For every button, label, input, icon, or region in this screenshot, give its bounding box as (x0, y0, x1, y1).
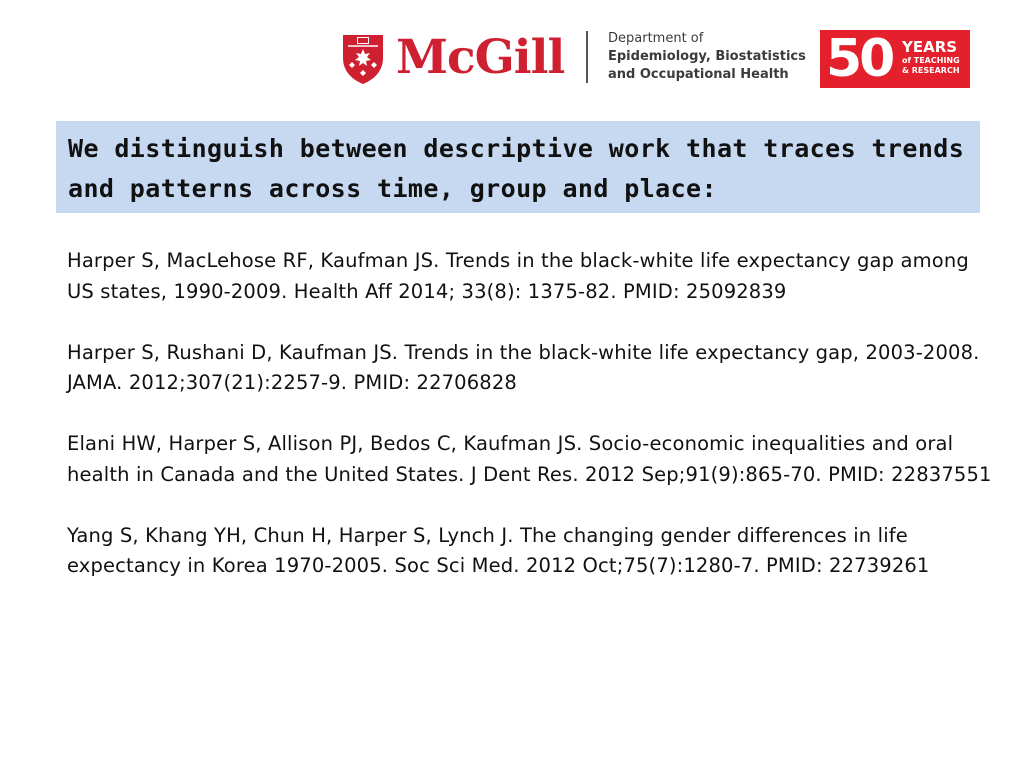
logo-divider (586, 31, 588, 83)
slide-heading: We distinguish between descriptive work that traces trends and patterns across time, group and place: (68, 134, 965, 203)
heading-box (56, 121, 980, 213)
mcgill-wordmark: McGill (396, 30, 565, 85)
anniversary-number: 50 (826, 29, 893, 89)
anniversary-years: YEARS (902, 38, 958, 56)
reference-list (67, 246, 997, 612)
anniversary-subtitle (902, 56, 960, 76)
reference-item: Yang S, Khang YH, Chun H, Harper S, Lynch J. The changing gender differences in life expectancy in Korea 1970-2005. Soc Sci Med. 2012 Oct;75(7):1280-7. PMID: 22739261 (67, 523, 930, 577)
anniversary-badge (820, 30, 970, 88)
anniversary-sub-line: of TEACHING (902, 56, 960, 65)
department-line: Department of (608, 31, 704, 46)
anniversary-sub-line: & RESEARCH (902, 66, 960, 75)
department-line: and Occupational Health (608, 67, 789, 82)
header-logos (0, 0, 1024, 100)
mcgill-shield-icon (340, 32, 386, 86)
reference-item: Elani HW, Harper S, Allison PJ, Bedos C, Kaufman JS. Socio-economic inequalities and oral health in Canada and the United States. J Dent Res. 2012 Sep;91(9):865-70. PMID: 22837551 (67, 432, 992, 486)
reference-item: Harper S, Rushani D, Kaufman JS. Trends in the black-white life expectancy gap, 2003-2008. JAMA. 2012;307(21):2257-9. PMID: 22706828 (67, 340, 980, 394)
department-line: Epidemiology, Biostatistics (608, 49, 806, 64)
reference-item: Harper S, MacLehose RF, Kaufman JS. Trends in the black-white life expectancy gap among US states, 1990-2009. Health Aff 2014; 33(8): 1375-82. PMID: 25092839 (67, 249, 969, 303)
department-name (608, 30, 806, 84)
